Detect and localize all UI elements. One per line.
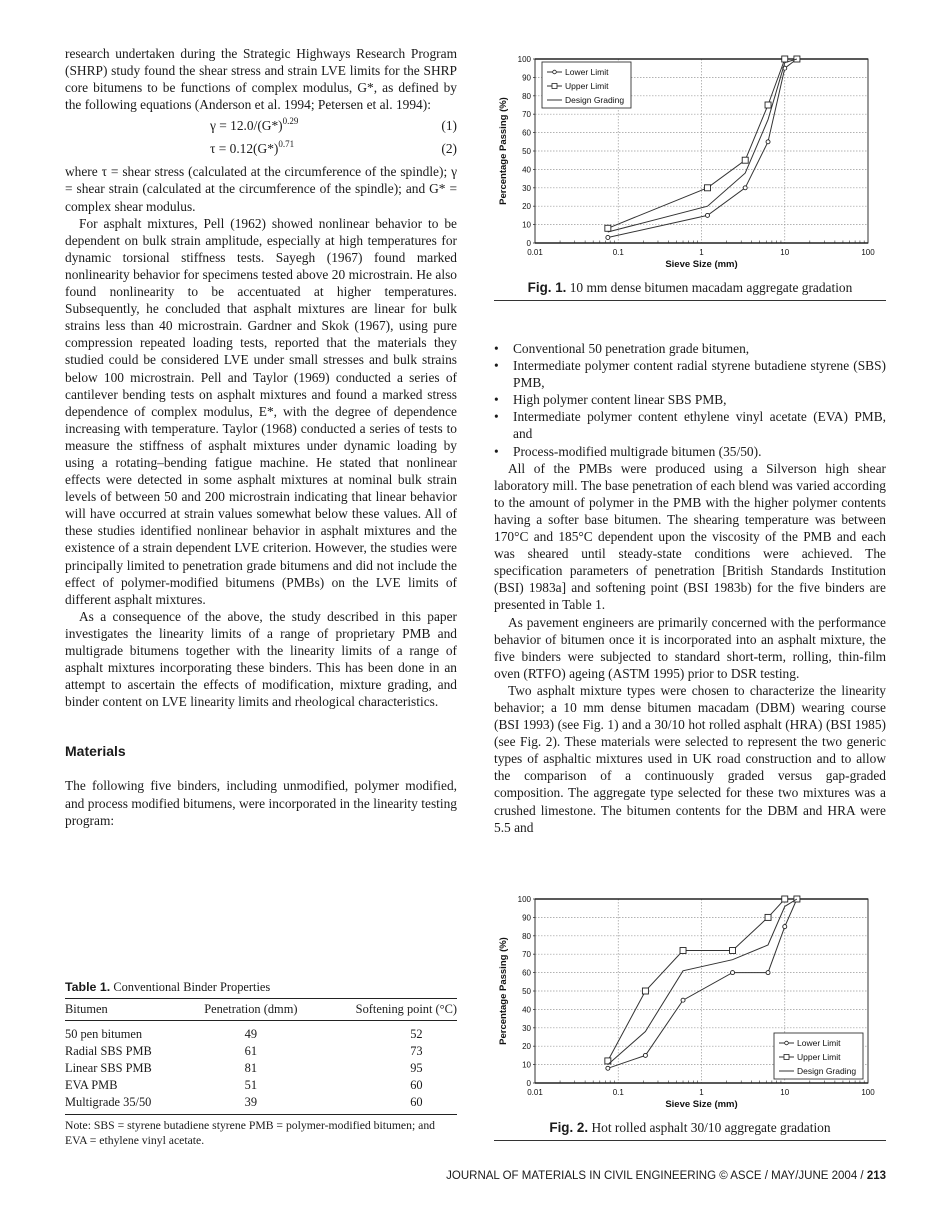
equation-2: $\tau = 0.12(G*)^{0.71}$ (2) — [210, 139, 457, 157]
svg-text:1: 1 — [699, 248, 704, 257]
column-header: Penetration (dmm) — [204, 1002, 298, 1016]
svg-text:50: 50 — [522, 987, 531, 996]
svg-text:80: 80 — [522, 91, 531, 101]
svg-text:20: 20 — [522, 1042, 531, 1052]
figure-1 — [494, 48, 886, 301]
svg-text:0.01: 0.01 — [527, 248, 543, 257]
figure-2 — [494, 888, 886, 1141]
table-header-row — [65, 999, 457, 1021]
list-item: • High polymer content linear SBS PMB, — [494, 391, 886, 408]
svg-text:0.01: 0.01 — [527, 1088, 543, 1097]
svg-text:100: 100 — [517, 55, 531, 64]
svg-text:Design Grading: Design Grading — [565, 95, 625, 105]
svg-text:70: 70 — [522, 110, 531, 120]
svg-text:10: 10 — [522, 1060, 531, 1070]
svg-text:0.1: 0.1 — [612, 248, 624, 257]
journal-citation: JOURNAL OF MATERIALS IN CIVIL ENGINEERING © ASCE / MAY/JUNE 2004 / — [446, 1170, 864, 1182]
table-row: Radial SBS PMB 61 73 — [65, 1044, 423, 1058]
svg-text:Design Grading: Design Grading — [797, 1066, 857, 1076]
svg-text:70: 70 — [522, 950, 531, 960]
gradation-chart-fig2 — [494, 888, 886, 1120]
equation-number: (1) — [441, 118, 457, 134]
figure-caption: Fig. 2. Hot rolled asphalt 30/10 aggregate gradation — [494, 1120, 886, 1141]
svg-text:0: 0 — [526, 1079, 531, 1088]
svg-text:30: 30 — [522, 183, 531, 193]
svg-text:Percentage Passing (%): Percentage Passing (%) — [498, 937, 509, 1045]
svg-text:1: 1 — [699, 1088, 704, 1097]
where-paragraph: where τ = shear stress (calculated at the circumference of the spindle); γ = shear strain (calculated at the circumference of the spindle); and G* = complex shear modulus. — [65, 164, 457, 214]
figure-caption: Fig. 1. 10 mm dense bitumen macadam aggregate gradation — [494, 280, 886, 301]
table-note: Note: SBS = styrene butadiene styrene PMB = polymer-modified bitumen; and EVA = ethylene vinyl acetate. — [65, 1119, 436, 1147]
svg-text:10: 10 — [522, 220, 531, 230]
body-paragraph: Two asphalt mixture types were chosen to characterize the linearity behavior; a 10 mm dense bitumen macadam (DBM) wearing course (BSI 1993) (see Fig. 1) and a 30/10 hot rolled asphalt (HRA) (BSI 1985) (see Fig. 2). These materials were selected to represent the two generic types of asphaltic mixtures used in UK road construction and to allow the comparison of a continuously graded versus gap-graded composition. The aggregate type selected for these two mixtures was a crushed limestone. The bitumen contents for the DBM and HRA were 5.5 and — [494, 682, 886, 835]
table-1 — [65, 980, 457, 1148]
table-row: Linear SBS PMB 81 95 — [65, 1061, 423, 1075]
body-paragraph: All of the PMBs were produced using a Silverson high shear laboratory mill. The base penetration of each blend was varied according to the amount of polymer in the PMB with the higher polymer contents having a softer base bitumen. The shearing temperature was between 170°C and 185°C dependent upon the viscosity of the PMB and each was sheared until steady-state conditions were achieved. The specification parameters of penetration [British Standards Institution (BSI) 1983a] and softening point (BSI 1983b) for the five binders are presented in Table 1. — [494, 460, 886, 613]
svg-text:100: 100 — [517, 895, 531, 904]
svg-text:Lower Limit: Lower Limit — [797, 1038, 841, 1048]
binder-list — [494, 340, 886, 460]
list-item: • Process-modified multigrade bitumen (35/50). — [494, 443, 886, 460]
svg-text:Upper Limit: Upper Limit — [565, 81, 609, 91]
column-header: Bitumen — [65, 1002, 108, 1016]
intro-paragraph: research undertaken during the Strategic Highways Research Program (SHRP) study found the shear stress and strain LVE limits for the SHRP core bitumens to be functions of complex modulus, G*, as defined by the following equations (Anderson et al. 1994; Petersen et al. 1994): — [65, 46, 457, 113]
svg-text:100: 100 — [861, 1088, 875, 1097]
list-item: • Intermediate polymer content radial styrene butadiene styrene (SBS) PMB, — [494, 357, 886, 391]
svg-text:Sieve Size (mm): Sieve Size (mm) — [665, 1099, 738, 1110]
svg-text:40: 40 — [522, 165, 531, 175]
svg-text:Upper Limit: Upper Limit — [797, 1052, 841, 1062]
svg-text:90: 90 — [522, 913, 531, 923]
svg-text:Lower Limit: Lower Limit — [565, 67, 609, 77]
svg-text:90: 90 — [522, 73, 531, 83]
materials-intro: The following five binders, including unmodified, polymer modified, and process modified bitumens, were incorporated in the linearity testing program: — [65, 778, 457, 828]
svg-text:0.1: 0.1 — [612, 1088, 624, 1097]
binder-properties-table — [65, 998, 457, 1115]
equation-number: (2) — [441, 141, 457, 157]
list-item: • Intermediate polymer content ethylene vinyl acetate (EVA) PMB, and — [494, 408, 886, 442]
svg-text:10: 10 — [780, 248, 790, 257]
svg-text:10: 10 — [780, 1088, 790, 1097]
svg-text:50: 50 — [522, 147, 531, 156]
equation-1: $\gamma = 12.0/(G*)^{0.29}$ (1) — [210, 116, 457, 134]
svg-text:60: 60 — [522, 128, 531, 138]
gradation-chart-fig1 — [494, 48, 886, 280]
section-heading: Materials — [65, 743, 126, 760]
body-paragraph: For asphalt mixtures, Pell (1962) showed nonlinear behavior to be dependent on bulk strain amplitude, especially at high temperatures for dynamic torsional stiffness tests. Sayegh (1967) found marked nonlinearity behavior for specimens tested above 20 microstrain. He also found nonlinearity to be accentuated at higher temperatures. Subsequently, he concluded that asphalt mixtures are linear for bulk strains less than 40 microstrain. Gardner and Skok (1967), using pure compression repeated loading tests, reported that the materials they studied could be considered LVE under small stresses and bulk strains below 100 microstrain. Pell and Taylor (1969) conducted a series of cantilever bending tests on asphalt mixtures and found a marked stress dependence of complex modulus, E*, with the degree of dependence increasing with temperature. Taylor (1968) conducted a series of tests to measure the stiffness of asphalt mixtures under dynamic loading by using a rotating–bending fatigue machine. He stated that nonlinear effects were detected in some asphalt mixtures at nominal bulk strain levels of between 50 and 200 microstrain indicating that linear behavior will have occurred at strain values somewhat below these values. All of these studies identified nonlinear behavior in asphalt mixtures and the existence of a strain dependent LVE criterion. However, the studies were principally limited to penetration grade bitumens and did not include the effect of polymer-modified bitumens (PMBs) on the LVE limits of different asphalt mixtures. — [65, 215, 457, 607]
table-row: EVA PMB 51 60 — [65, 1078, 423, 1092]
svg-text:80: 80 — [522, 931, 531, 941]
right-column — [494, 340, 886, 836]
svg-text:30: 30 — [522, 1023, 531, 1033]
table-title: Table 1. Conventional Binder Properties — [65, 980, 271, 994]
body-paragraph: As pavement engineers are primarily concerned with the performance behavior of bitumen once it is incorporated into an asphalt mixture, the five binders were subjected to standard short-term, rolling, thin-film oven (RTFO) ageing (ASTM 1995) prior to DSR testing. — [494, 614, 886, 681]
table-row: 50 pen bitumen 49 52 — [65, 1027, 423, 1041]
body-paragraph: As a consequence of the above, the study described in this paper investigates the linearity limits of a range of proprietary PMB and multigrade bitumens together with the linearity limits of a range of asphalt mixtures incorporating these binders. This has been done in an attempt to ascertain the effects of modification, mixture grading, and binder content on LVE linearity limits and rheological characteristics. — [65, 608, 457, 710]
svg-text:60: 60 — [522, 968, 531, 978]
svg-text:100: 100 — [861, 248, 875, 257]
left-column — [65, 45, 457, 829]
svg-text:Sieve Size (mm): Sieve Size (mm) — [665, 259, 738, 270]
svg-text:20: 20 — [522, 202, 531, 212]
svg-text:Percentage Passing (%): Percentage Passing (%) — [498, 97, 509, 205]
svg-text:0: 0 — [526, 239, 531, 248]
page-footer — [446, 1170, 886, 1182]
page-number: 213 — [866, 1170, 886, 1182]
table-row: Multigrade 35/50 39 60 — [65, 1095, 423, 1109]
list-item: • Conventional 50 penetration grade bitumen, — [494, 340, 886, 357]
column-header: Softening point (°C) — [355, 1002, 457, 1016]
svg-text:40: 40 — [522, 1005, 531, 1015]
